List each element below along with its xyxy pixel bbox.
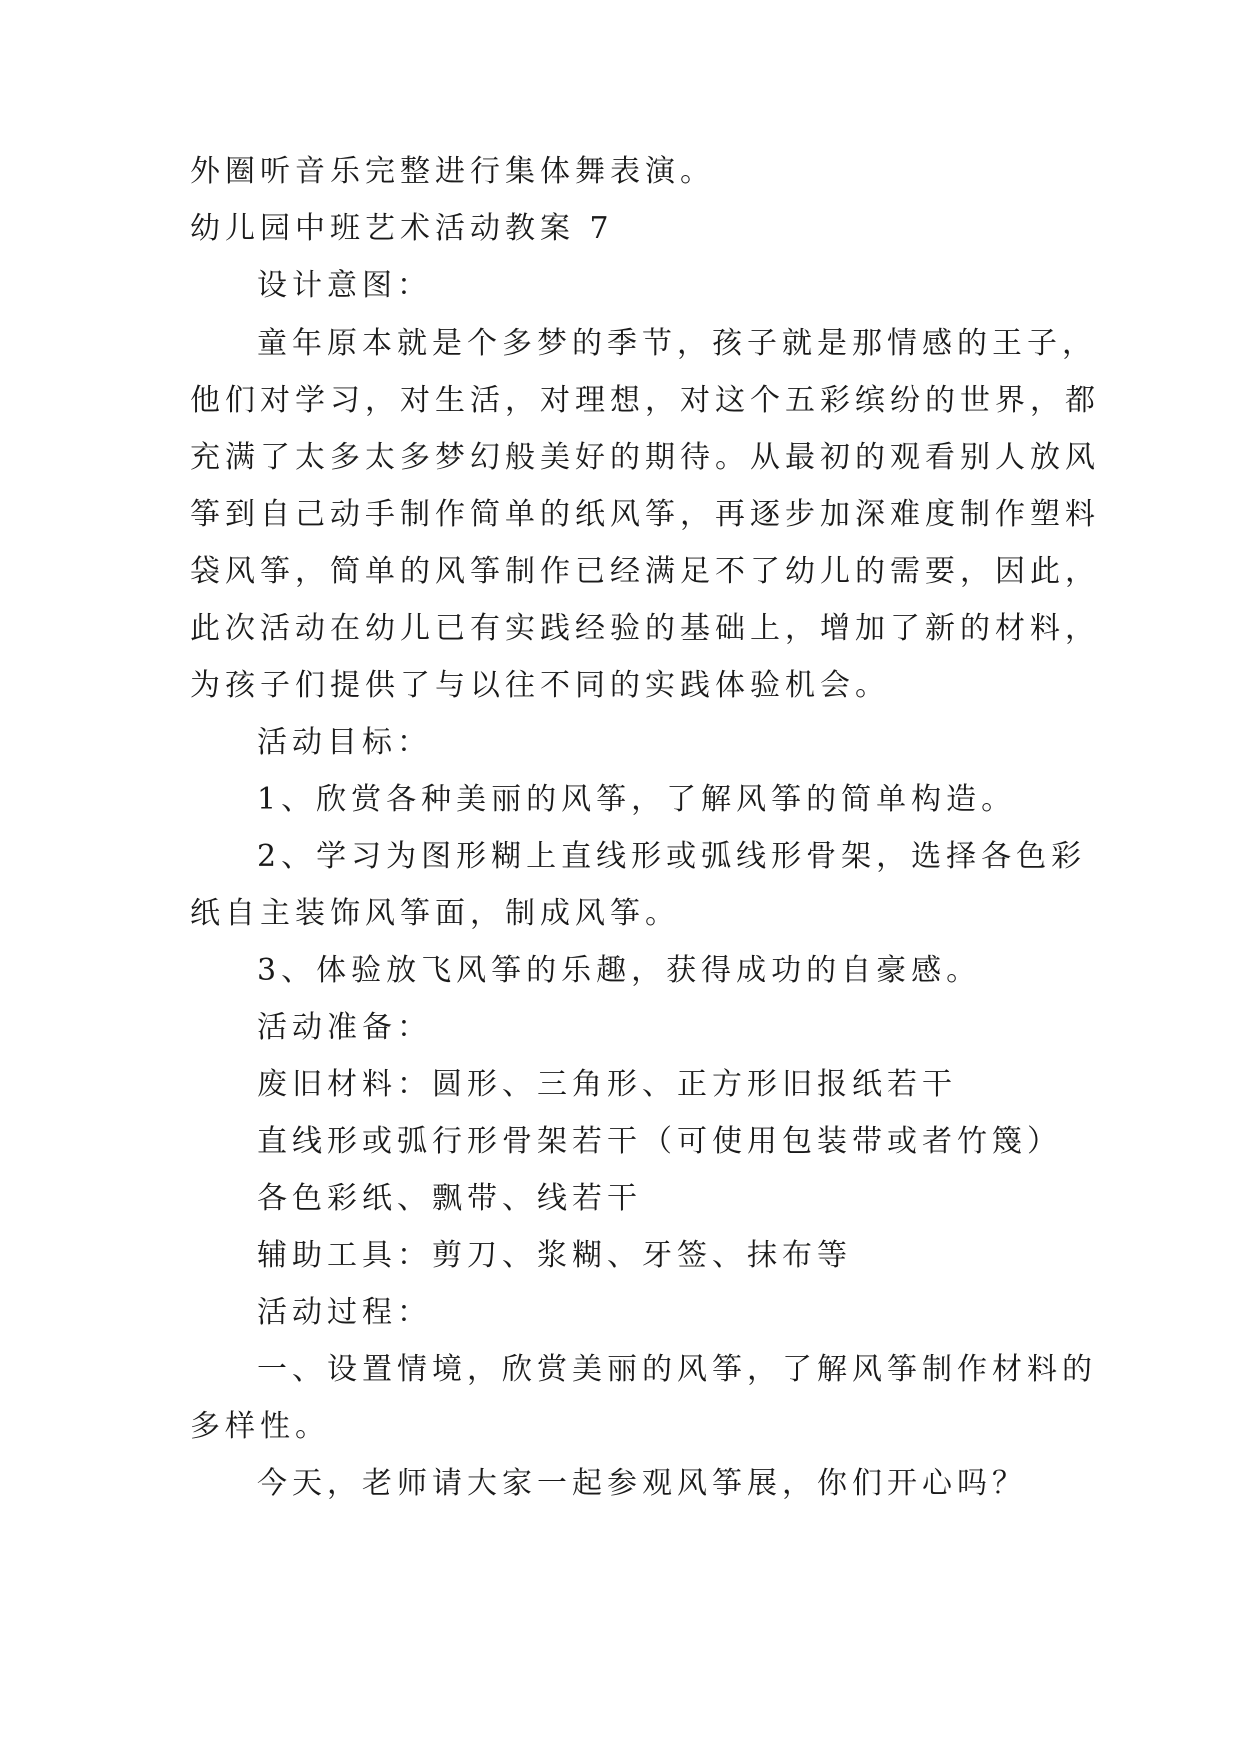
text-line: 今天，老师请大家一起参观风筝展，你们开心吗？ [257, 1466, 1027, 1501]
text-line: 童年原本就是个多梦的季节，孩子就是那情感的王子， [257, 326, 1097, 361]
text-line: 充满了太多太多梦幻般美好的期待。从最初的观看别人放风 [190, 440, 1100, 475]
text-line: 一、设置情境，欣赏美丽的风筝，了解风筝制作材料的 [257, 1352, 1097, 1387]
subheading-process: 活动过程： [257, 1295, 432, 1330]
text-line: 各色彩纸、飘带、线若干 [257, 1181, 642, 1216]
subheading-preparation: 活动准备： [257, 1010, 432, 1045]
text-line: 纸自主装饰风筝面，制成风筝。 [190, 896, 680, 931]
text-line: 废旧材料：圆形、三角形、正方形旧报纸若干 [257, 1067, 957, 1102]
text-line: 直线形或弧行形骨架若干（可使用包装带或者竹篾） [257, 1124, 1062, 1159]
list-item: 3、体验放飞风筝的乐趣，获得成功的自豪感。 [257, 953, 982, 988]
subheading-design-intent: 设计意图： [257, 268, 432, 303]
text-line: 为孩子们提供了与以往不同的实践体验机会。 [190, 668, 890, 703]
text-line: 外圈听音乐完整进行集体舞表演。 [190, 154, 715, 189]
section-heading: 幼儿园中班艺术活动教案 7 [190, 211, 614, 246]
text-line: 袋风筝，简单的风筝制作已经满足不了幼儿的需要，因此， [190, 554, 1100, 589]
subheading-goals: 活动目标： [257, 725, 432, 760]
list-item: 1、欣赏各种美丽的风筝，了解风筝的简单构造。 [257, 782, 1017, 817]
text-line: 此次活动在幼儿已有实践经验的基础上，增加了新的材料， [190, 611, 1100, 646]
list-item: 2、学习为图形糊上直线形或弧线形骨架，选择各色彩 [257, 839, 1087, 874]
text-line: 筝到自己动手制作简单的纸风筝，再逐步加深难度制作塑料 [190, 497, 1100, 532]
text-line: 多样性。 [190, 1409, 330, 1444]
text-line: 他们对学习，对生活，对理想，对这个五彩缤纷的世界，都 [190, 383, 1100, 418]
text-line: 辅助工具：剪刀、浆糊、牙签、抹布等 [257, 1238, 852, 1273]
